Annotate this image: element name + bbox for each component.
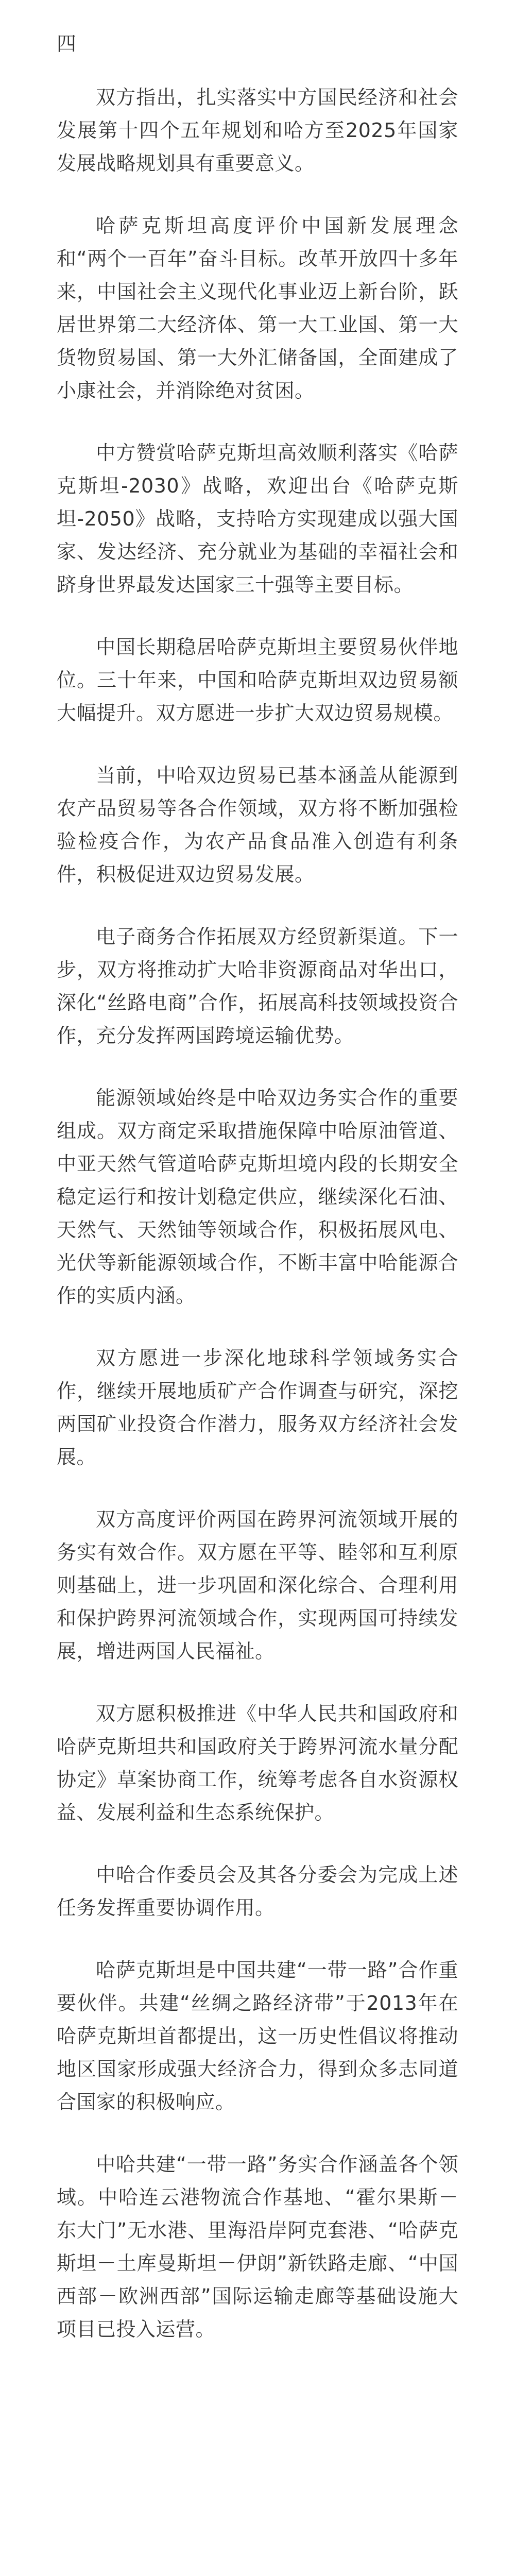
- paragraph: 当前，中哈双边贸易已基本涵盖从能源到农产品贸易等各合作领域，双方将不断加强检验检疫合作，为农产品食品准入创造有利条件，积极促进双边贸易发展。: [57, 764, 458, 886]
- paragraph: 能源领域始终是中哈双边务实合作的重要组成。双方商定采取措施保障中哈原油管道、中亚天然气管道哈萨克斯坦境内段的长期安全稳定运行和按计划稳定供应，继续深化石油、天然气、天然铀等领域合作，积极拓展风电、光伏等新能源领域合作，不断丰富中哈能源合作的实质内涵。: [57, 1087, 458, 1307]
- paragraph: 双方愿进一步深化地球科学领域务实合作，继续开展地质矿产合作调查与研究，深挖两国矿业投资合作潜力，服务双方经济社会发展。: [57, 1347, 458, 1468]
- paragraph: 双方高度评价两国在跨界河流领域开展的务实有效合作。双方愿在平等、睦邻和互利原则基础上，进一步巩固和深化综合、合理利用和保护跨界河流领域合作，实现两国可持续发展，增进两国人民福祉。: [57, 1508, 458, 1663]
- paragraph: 双方指出，扎实落实中方国民经济和社会发展第十四个五年规划和哈方至2025年国家发展战略规划具有重要意义。: [57, 86, 458, 175]
- paragraph: 双方愿积极推进《中华人民共和国政府和哈萨克斯坦共和国政府关于跨界河流水量分配协定》草案协商工作，统筹考虑各自水资源权益、发展利益和生态系统保护。: [57, 1702, 458, 1824]
- paragraph: 电子商务合作拓展双方经贸新渠道。下一步，双方将推动扩大哈非资源商品对华出口，深化“丝路电商”合作，拓展高科技领域投资合作，充分发挥两国跨境运输优势。: [57, 925, 458, 1047]
- paragraph: 中哈合作委员会及其各分委会为完成上述任务发挥重要协调作用。: [57, 1863, 458, 1919]
- paragraph: 哈萨克斯坦是中国共建“一带一路”合作重要伙伴。共建“丝绸之路经济带”于2013年在哈萨克斯坦首都提出，这一历史性倡议将推动地区国家形成强大经济合力，得到众多志同道合国家的积极响应。: [57, 1959, 458, 2113]
- section-number: 四: [57, 32, 77, 55]
- paragraph: 中国长期稳居哈萨克斯坦主要贸易伙伴地位。三十年来，中国和哈萨克斯坦双边贸易额大幅提升。双方愿进一步扩大双边贸易规模。: [57, 636, 458, 724]
- paragraph: 中方赞赏哈萨克斯坦高效顺利落实《哈萨克斯坦-2030》战略，欢迎出台《哈萨克斯坦-2050》战略，支持哈方实现建成以强大国家、发达经济、充分就业为基础的幸福社会和跻身世界最发达国家三十强等主要目标。: [57, 442, 458, 596]
- paragraph: 哈萨克斯坦高度评价中国新发展理念和“两个一百年”奋斗目标。改革开放四十多年来，中国社会主义现代化事业迈上新台阶，跃居世界第二大经济体、第一大工业国、第一大货物贸易国、第一大外汇储备国，全面建成了小康社会，并消除绝对贫困。: [57, 214, 458, 402]
- paragraph: 中哈共建“一带一路”务实合作涵盖各个领域。中哈连云港物流合作基地、“霍尔果斯－东大门”无水港、里海沿岸阿克套港、“哈萨克斯坦－土库曼斯坦－伊朗”新铁路走廊、“中国西部－欧洲西部”国际运输走廊等基础设施大项目已投入运营。: [57, 2153, 458, 2341]
